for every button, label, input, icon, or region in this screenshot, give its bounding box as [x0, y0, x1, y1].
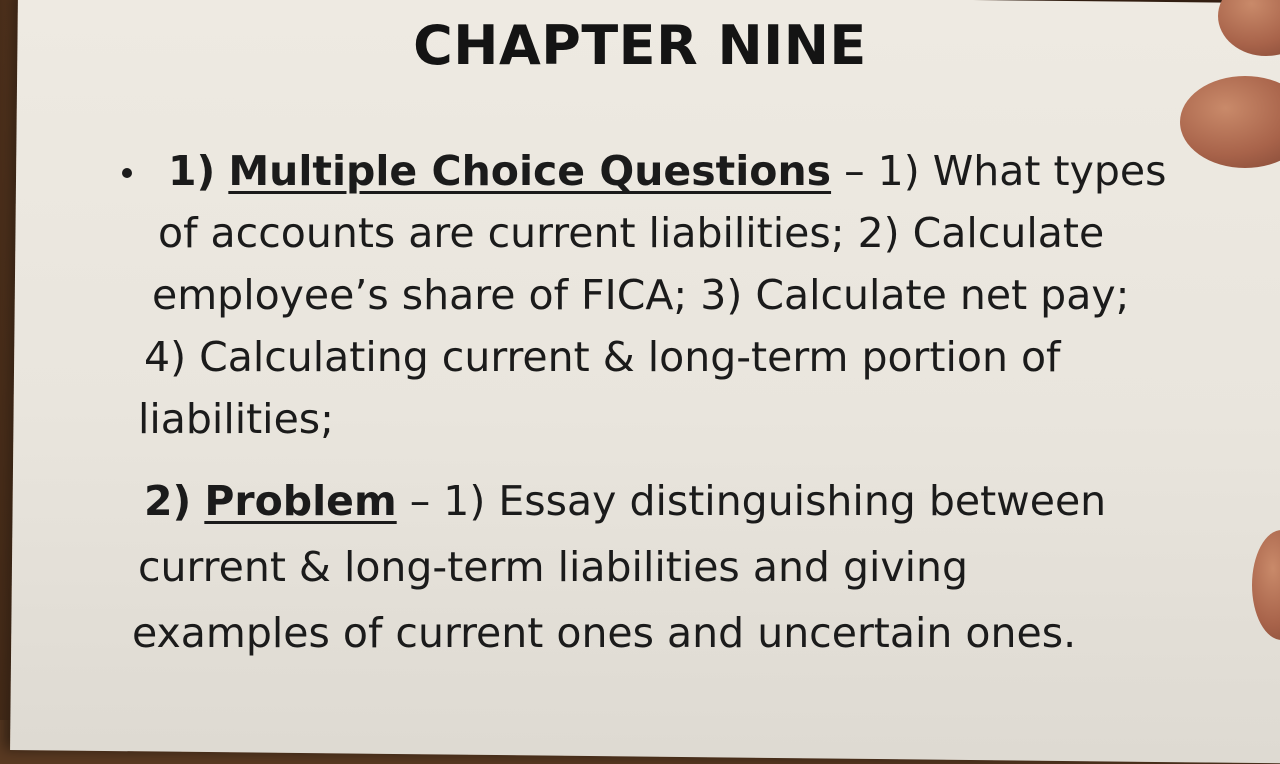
- item1-line-text: – 1) What types: [844, 147, 1167, 195]
- item1-heading: Multiple Choice Questions: [228, 147, 832, 195]
- item2-number: 2): [144, 477, 192, 525]
- item2-line-2: current & long-term liabilities and giving: [138, 543, 969, 591]
- bullet-dot: [122, 168, 132, 178]
- item1-line-1: [168, 140, 1166, 202]
- item2-line-3: examples of current ones and uncertain ones.: [132, 609, 1077, 657]
- item1-line-5: liabilities;: [138, 395, 334, 443]
- item2-heading: Problem: [204, 477, 397, 525]
- item1-line-4: 4) Calculating current & long-term portion of: [144, 333, 1061, 381]
- item1-number: 1): [168, 147, 216, 195]
- chapter-title: CHAPTER NINE: [413, 14, 867, 77]
- item1-line-3: employee’s share of FICA; 3) Calculate net pay;: [152, 271, 1130, 319]
- item2-line-text: – 1) Essay distinguishing between: [409, 477, 1107, 525]
- item2-line-1: [144, 470, 1106, 532]
- item1-line-2: of accounts are current liabilities; 2) Calculate: [158, 209, 1105, 257]
